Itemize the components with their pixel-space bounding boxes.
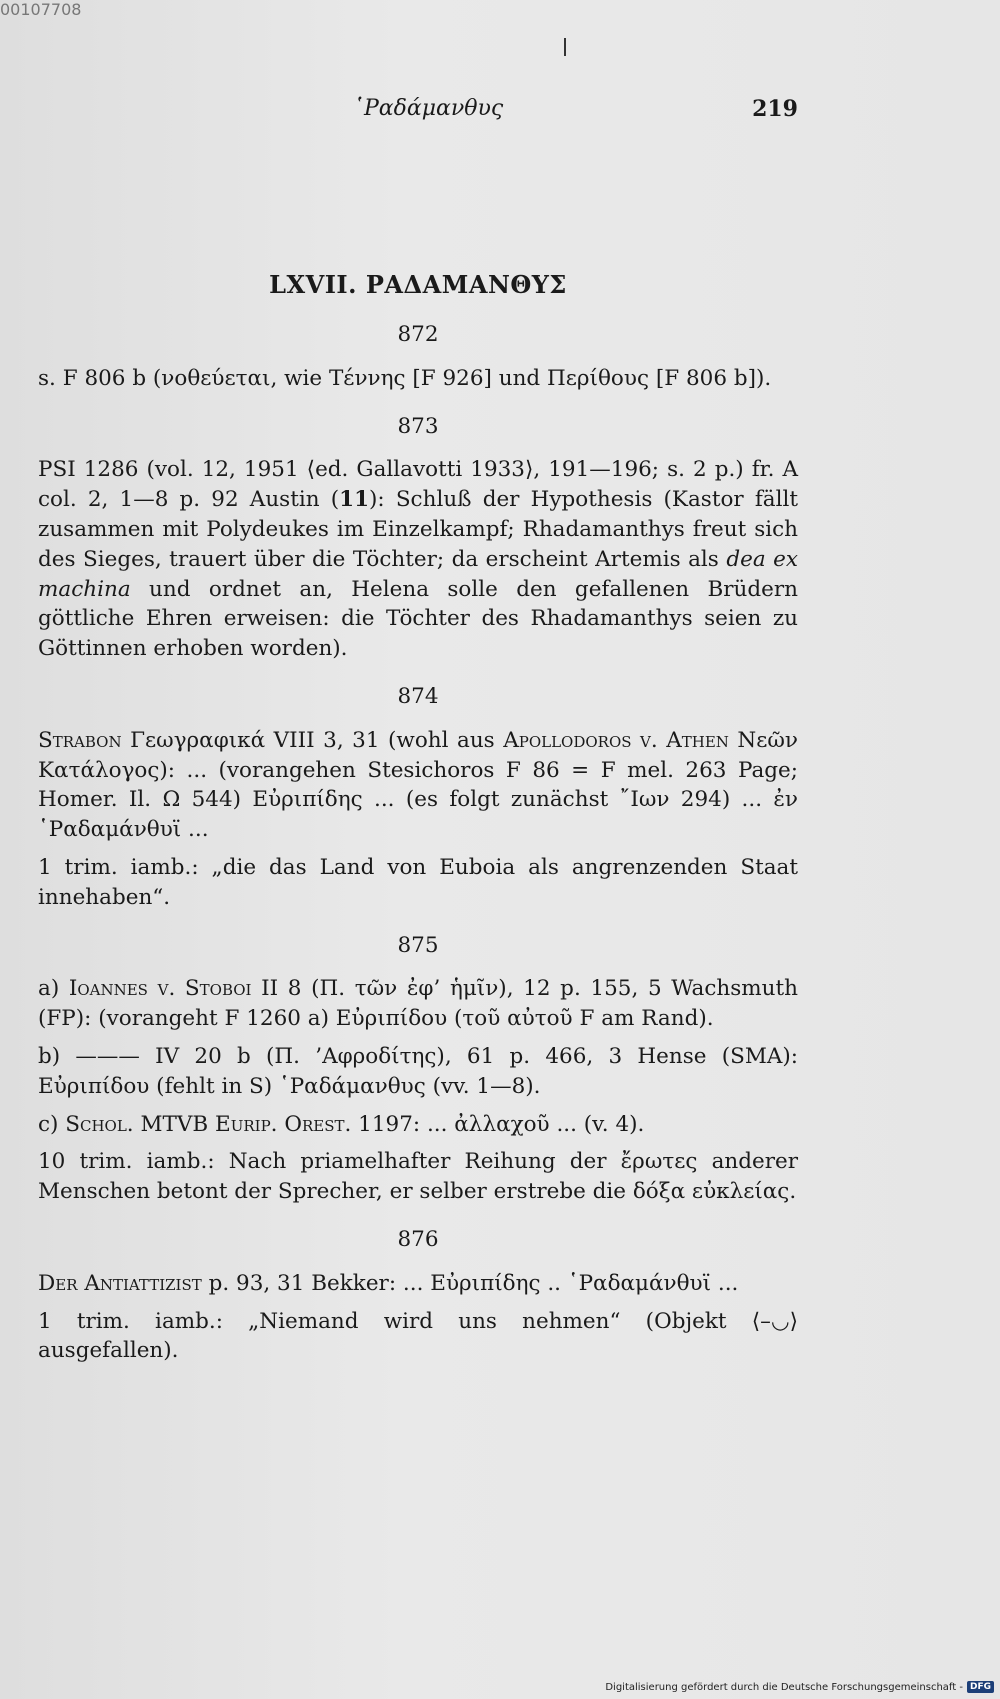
fragment-873 [38,412,798,664]
spacer [38,1034,798,1042]
paragraph: 1 trim. iamb.: „die das Land von Euboia als angrenzenden Staat innehaben“. [38,854,798,910]
paragraph: b) ——— IV 20 b (Π. ’Αφροδίτης), 61 p. 466, 3 Hense (SMA): Εὐριπίδου (fehlt in S) ῾Ραδάμανθυς (vv. 1—8). [38,1043,798,1099]
paragraph: s. F 806 b (νοθεύεται, wie Τέννης [F 926] und Περίθους [F 806 b]). [38,365,772,391]
paragraph [38,726,798,845]
fragment-number: 872 [397,322,439,347]
text-run: II 8 (Π. τῶν ἐφ’ ἡμῖν), 12 p. 155, 5 Wachsmuth (FP): (vorangeht F 1260 a) Εὐριπίδου (τοῦ αὐτοῦ F am Rand). [38,976,798,1032]
fragment-number: 876 [397,1226,439,1252]
text-run: p. 93, 31 Bekker: ... Εὐριπίδης .. ῾Ραδαμάνθυϊ ... [201,1270,739,1296]
spacer [38,1102,798,1110]
author-name: Eurip. Orest. [215,1111,352,1137]
spacer [38,1139,798,1147]
fragment-872 [38,320,798,394]
paragraph [38,1269,798,1299]
author-name: Der Antiattizist [38,1270,202,1296]
paragraph [38,455,798,664]
paragraph [38,974,798,1034]
digitization-credit [605,1679,994,1695]
text-run: und ordnet an, Helena solle den gefallenen Brüdern göttliche Ehren erweisen: die Töchter des Rhadamanthys seien zu Göttinnen erhoben worden). [38,576,798,662]
chapter-title: LXVII. ΡΑΔΑΜΑΝΘΥΣ [269,270,567,299]
fragment-876 [38,1225,798,1366]
page-number: 219 [752,96,798,122]
text-run: c) [38,1111,66,1137]
paragraph: 1 trim. iamb.: „Niemand wird uns nehmen“ (Objekt ⟨–◡⟩ ausgefallen). [38,1308,798,1364]
spacer [38,845,798,853]
text-run: MTVB [133,1111,216,1137]
fragment-number: 875 [397,932,439,958]
text-run: Γεωγραφικά VIII 3, 31 (wohl aus [121,727,504,753]
running-head-title: ῾Ραδάμανθυς [353,96,504,121]
paragraph: 10 trim. iamb.: Nach priamelhafter Reihung der ἔρωτες anderer Menschen betont der Sprecher, er selber erstrebe die δόξα εὐκλείας. [38,1149,798,1205]
fragment-874 [38,682,798,913]
text-run: 1197: ... ἀλλαχοῦ ... (v. 4). [351,1111,645,1137]
author-name: Apollodoros v. Athen [503,727,729,753]
author-name: Strabon [38,727,122,753]
fragment-875 [38,931,798,1207]
dfg-logo-icon: DFG [967,1681,994,1693]
author-name: Ioannes v. Stoboi [68,976,252,1002]
text-run: PSI 1286 (vol. 12, 1951 ⟨ed. Gallavotti 1933⟩, 191—196; s. 2 p.) fr. A col. 2, 1—8 p. 92 Austin ( [38,457,798,513]
text-run-italic: dea ex machina [38,546,798,602]
spacer [38,1299,798,1307]
running-head [38,96,798,126]
main-text [38,320,798,1384]
text-run-bold: 11 [339,487,370,513]
text-run: Νεῶν Κατάλογος): ... (vorangehen Stesichoros F 86 = F mel. 263 Page; Homer. Il. Ω 544) Εὐριπίδης ... (es folgt zunächst ῎Ιων 294) ... ἐν ῾Ραδαμάνθυϊ ... [38,727,798,843]
scan-id: 00107708 [0,0,82,19]
author-name: Schol. [65,1111,134,1137]
paragraph [38,1110,798,1140]
fragment-number: 874 [397,683,439,709]
margin-mark [564,38,566,56]
text-run: a) [38,976,69,1002]
credit-text: Digitalisierung gefördert durch die Deutsche Forschungsgemeinschaft - [605,1681,963,1693]
text-run: ): Schluß der Hypothesis (Kastor fällt zusammen mit Polydeukes im Einzelkampf; Rhadamanthys freut sich des Sieges, trauert über die Töchter; da erscheint Artemis als [38,487,799,572]
fragment-number: 873 [397,413,439,439]
